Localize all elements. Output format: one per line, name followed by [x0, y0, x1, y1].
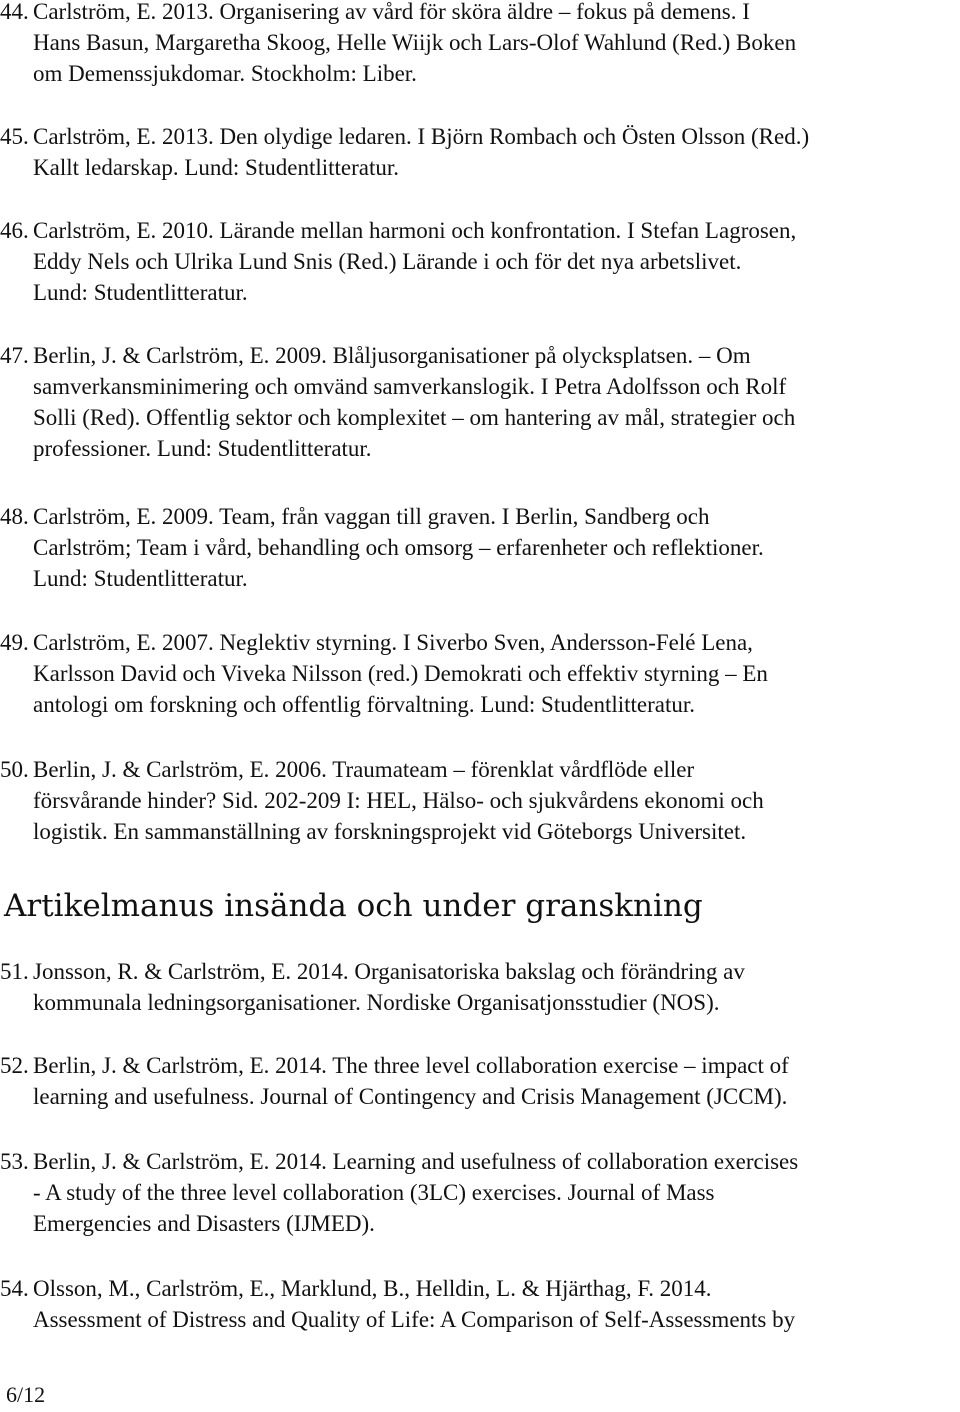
- reference-line: Assessment of Distress and Quality of Life: A Comparison of Self-Assessments by: [33, 1307, 796, 1332]
- reference-line: Carlström, E. 2013. Organisering av vård för sköra äldre – fokus på demens. I: [33, 0, 750, 24]
- reference-line: Jonsson, R. & Carlström, E. 2014. Organisatoriska bakslag och förändring av: [33, 959, 745, 984]
- reference-line: Solli (Red). Offentlig sektor och komplexitet – om hantering av mål, strategier och: [33, 405, 796, 430]
- section-heading: Artikelmanus insända och under granskning: [4, 888, 703, 924]
- reference-line: om Demenssjukdomar. Stockholm: Liber.: [33, 61, 417, 86]
- reference-number: 54.: [0, 1276, 29, 1301]
- reference-entry-51: [0, 956, 960, 1018]
- reference-line: försvårande hinder? Sid. 202-209 I: HEL, Hälso- och sjukvårdens ekonomi och: [33, 788, 764, 813]
- reference-line: learning and usefulness. Journal of Contingency and Crisis Management (JCCM).: [33, 1084, 788, 1109]
- reference-line: Berlin, J. & Carlström, E. 2009. Blåljusorganisationer på olycksplatsen. – Om: [33, 343, 751, 368]
- reference-line: kommunala ledningsorganisationer. Nordiske Organisatjonsstudier (NOS).: [33, 990, 720, 1015]
- reference-line: Carlström, E. 2010. Lärande mellan harmoni och konfrontation. I Stefan Lagrosen,: [33, 218, 797, 243]
- reference-line: Karlsson David och Viveka Nilsson (red.) Demokrati och effektiv styrning – En: [33, 661, 768, 686]
- reference-line: Lund: Studentlitteratur.: [33, 280, 248, 305]
- reference-number: 44.: [0, 0, 29, 24]
- reference-line: Carlström, E. 2013. Den olydige ledaren. I Björn Rombach och Östen Olsson (Red.): [33, 124, 810, 149]
- reference-entry-54: [0, 1273, 960, 1335]
- reference-line: Carlström; Team i vård, behandling och omsorg – erfarenheter och reflektioner.: [33, 535, 764, 560]
- reference-entry-53: [0, 1146, 960, 1239]
- reference-number: 52.: [0, 1053, 29, 1078]
- reference-entry-46: [0, 215, 960, 308]
- reference-number: 50.: [0, 757, 29, 782]
- reference-line: Berlin, J. & Carlström, E. 2014. The three level collaboration exercise – impact of: [33, 1053, 789, 1078]
- reference-entry-47: [0, 340, 960, 464]
- reference-line: Berlin, J. & Carlström, E. 2014. Learning and usefulness of collaboration exercises: [33, 1149, 799, 1174]
- reference-entry-52: [0, 1050, 960, 1112]
- reference-line: Emergencies and Disasters (IJMED).: [33, 1211, 375, 1236]
- reference-number: 46.: [0, 218, 29, 243]
- reference-line: Eddy Nels och Ulrika Lund Snis (Red.) Lärande i och för det nya arbetslivet.: [33, 249, 742, 274]
- reference-number: 47.: [0, 343, 29, 368]
- reference-entry-49: [0, 627, 960, 720]
- reference-line: Hans Basun, Margaretha Skoog, Helle Wiijk och Lars-Olof Wahlund (Red.) Boken: [33, 30, 797, 55]
- reference-number: 53.: [0, 1149, 29, 1174]
- reference-line: Olsson, M., Carlström, E., Marklund, B., Helldin, L. & Hjärthag, F. 2014.: [33, 1276, 712, 1301]
- reference-line: Carlström, E. 2007. Neglektiv styrning. I Siverbo Sven, Andersson-Felé Lena,: [33, 630, 753, 655]
- reference-line: Lund: Studentlitteratur.: [33, 566, 248, 591]
- reference-entry-48: [0, 501, 960, 594]
- reference-entry-44: [0, 0, 960, 89]
- reference-line: Kallt ledarskap. Lund: Studentlitteratur.: [33, 155, 400, 180]
- page-number: 6/12: [6, 1382, 46, 1407]
- reference-number: 49.: [0, 630, 29, 655]
- reference-line: Berlin, J. & Carlström, E. 2006. Traumateam – förenklat vårdflöde eller: [33, 757, 695, 782]
- reference-line: logistik. En sammanställning av forskningsprojekt vid Göteborgs Universitet.: [33, 819, 747, 844]
- reference-line: professioner. Lund: Studentlitteratur.: [33, 436, 372, 461]
- reference-line: antologi om forskning och offentlig förvaltning. Lund: Studentlitteratur.: [33, 692, 696, 717]
- reference-line: - A study of the three level collaboration (3LC) exercises. Journal of Mass: [33, 1180, 715, 1205]
- reference-number: 45.: [0, 124, 29, 149]
- reference-number: 51.: [0, 959, 29, 984]
- reference-number: 48.: [0, 504, 29, 529]
- reference-line: Carlström, E. 2009. Team, från vaggan till graven. I Berlin, Sandberg och: [33, 504, 710, 529]
- reference-entry-45: [0, 121, 960, 183]
- reference-line: samverkansminimering och omvänd samverkanslogik. I Petra Adolfsson och Rolf: [33, 374, 787, 399]
- reference-entry-50: [0, 754, 960, 847]
